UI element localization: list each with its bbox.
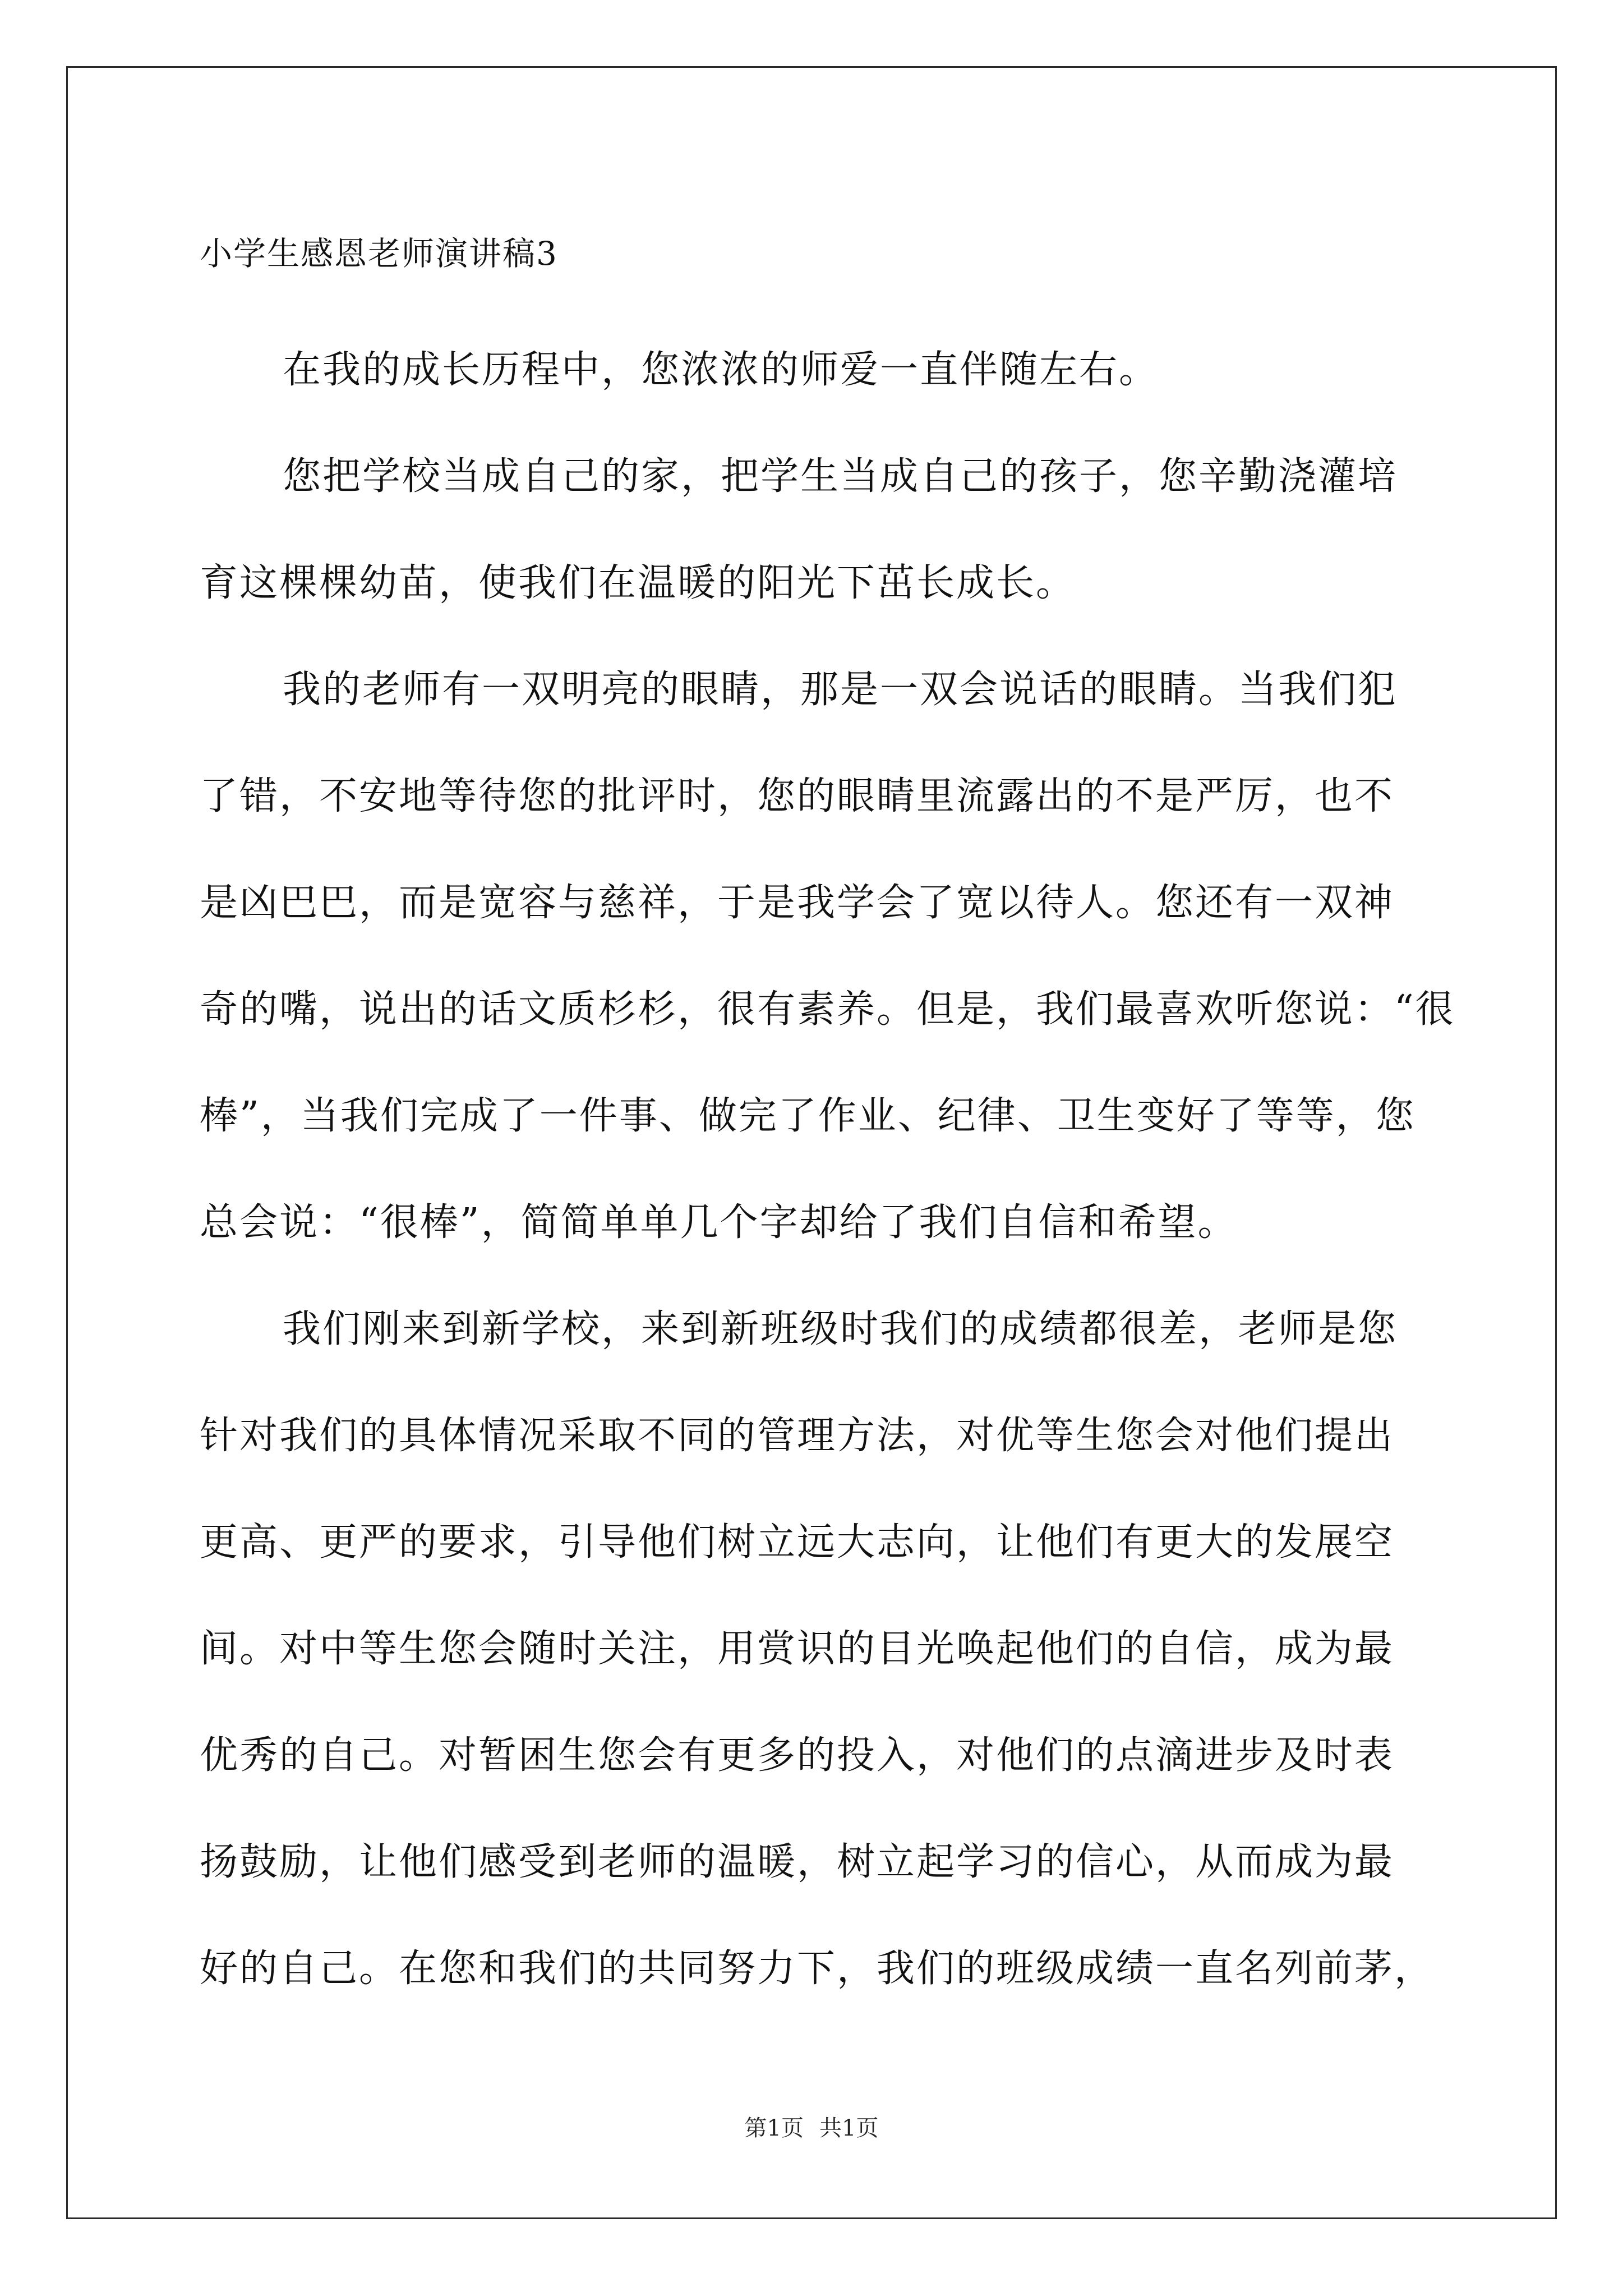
paragraph-line: 我的老师有一双明亮的眼睛，那是一双会说话的眼睛。当我们犯	[283, 668, 1398, 712]
paragraph-line: 育这棵棵幼苗，使我们在温暖的阳光下茁长成长。	[200, 561, 1076, 605]
paragraph-line: 优秀的自己。对暂困生您会有更多的投入，对他们的点滴进步及时表	[200, 1733, 1395, 1778]
paragraph-line: 您把学校当成自己的家，把学生当成自己的孩子，您辛勤浇灌培	[283, 454, 1398, 499]
page-total: 共1页	[819, 2115, 879, 2141]
paragraph-line: 总会说：“很棒”，简简单单几个字却给了我们自信和希望。	[200, 1200, 1238, 1245]
paragraph-line: 棒”，当我们完成了一件事、做完了作业、纪律、卫生变好了等等，您	[200, 1094, 1415, 1138]
paragraph-line: 是凶巴巴，而是宽容与慈祥，于是我学会了宽以待人。您还有一双神	[200, 881, 1395, 925]
document-body	[200, 317, 1455, 2022]
document-title: 小学生感恩老师演讲稿3	[200, 234, 558, 273]
paragraph-line: 扬鼓励，让他们感受到老师的温暖，树立起学习的信心，从而成为最	[200, 1840, 1395, 1884]
page-number: 第1页	[744, 2115, 804, 2141]
paragraph-line: 针对我们的具体情况采取不同的管理方法，对优等生您会对他们提出	[200, 1414, 1395, 1458]
paragraph-3	[200, 637, 1455, 1276]
paragraph-line: 奇的嘴，说出的话文质杉杉，很有素养。但是，我们最喜欢听您说：“很	[200, 987, 1455, 1032]
paragraph-line: 我们刚来到新学校，来到新班级时我们的成绩都很差，老师是您	[283, 1307, 1398, 1351]
paragraph-4	[200, 1276, 1433, 2022]
paragraph-line: 好的自己。在您和我们的共同努力下，我们的班级成绩一直名列前茅，	[200, 1947, 1435, 1991]
paragraph-2	[200, 424, 1433, 637]
paragraph-1	[200, 317, 1433, 424]
page-footer	[0, 2110, 1623, 2142]
paragraph-line: 间。对中等生您会随时关注，用赏识的目光唤起他们的自信，成为最	[200, 1627, 1395, 1671]
paragraph-line: 在我的成长历程中，您浓浓的师爱一直伴随左右。	[283, 348, 1159, 392]
paragraph-line: 更高、更严的要求，引导他们树立远大志向，让他们有更大的发展空	[200, 1520, 1395, 1565]
paragraph-line: 了错，不安地等待您的批评时，您的眼睛里流露出的不是严厉，也不	[200, 774, 1395, 818]
